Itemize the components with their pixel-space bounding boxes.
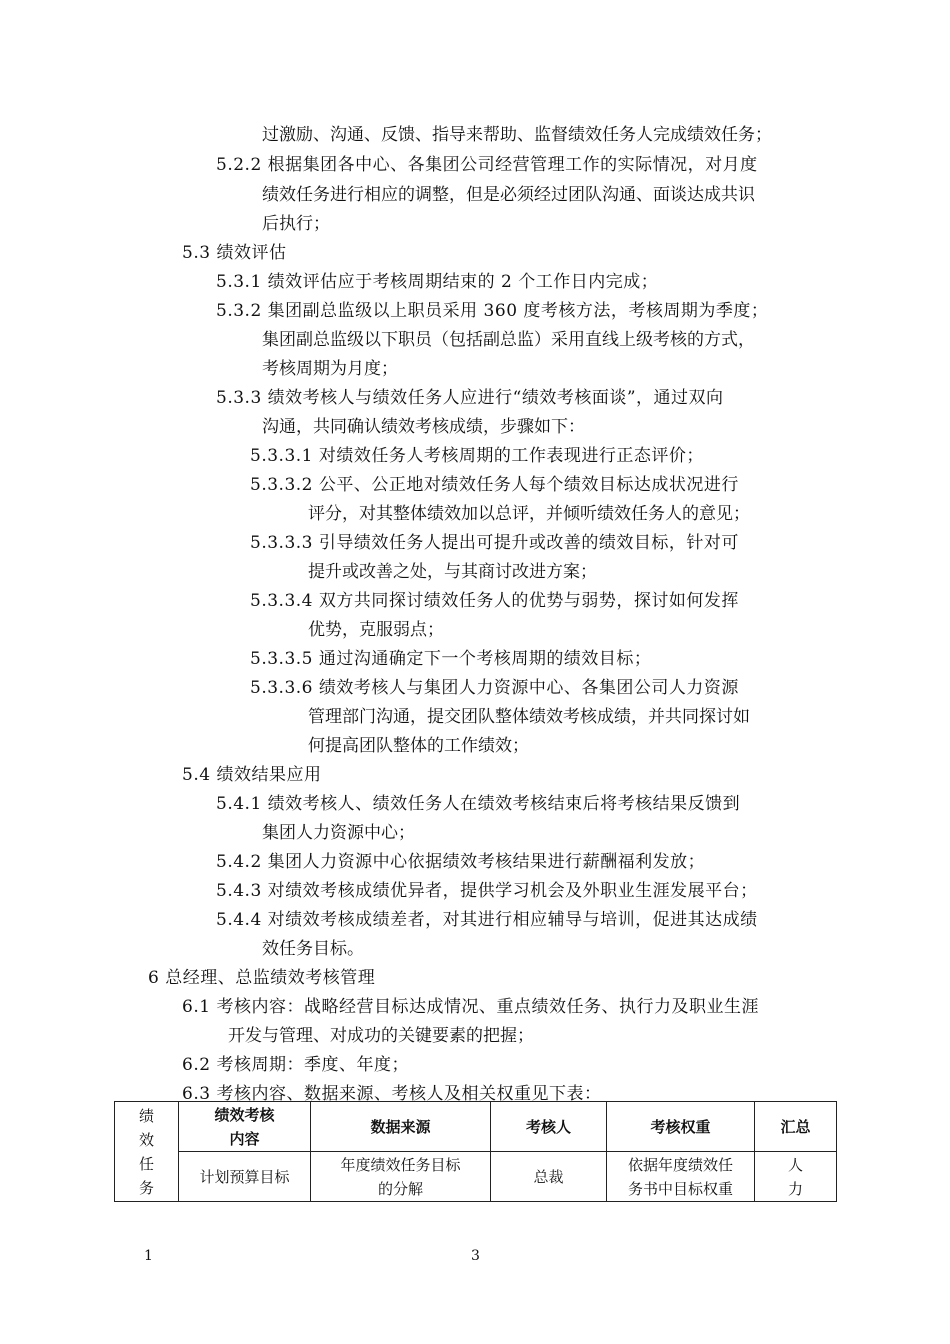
text-line: 效任务目标。	[262, 939, 364, 959]
text-line: 5.3.3.1 对绩效任务人考核周期的工作表现进行正态评价；	[250, 446, 704, 466]
cell-content: 计划预算目标	[179, 1152, 311, 1202]
cell-weight-line: 务书中目标权重	[627, 1179, 733, 1198]
text-line: 5.2.2 根据集团各中心、各集团公司经营管理工作的实际情况，对月度	[216, 155, 758, 175]
text-line: 5.3.2 集团副总监级以上职员采用 360 度考核方法，考核周期为季度；	[216, 301, 769, 321]
text-line: 5.3.3.3 引导绩效任务人提出可提升或改善的绩效目标，针对可	[250, 533, 739, 553]
text-line: 5.3.1 绩效评估应于考核周期结束的 2 个工作日内完成；	[216, 272, 659, 292]
text-line: 6.2 考核周期：季度、年度；	[182, 1055, 409, 1075]
table-row	[115, 1152, 837, 1202]
text-line: 5.3.3.5 通过沟通确定下一个考核周期的绩效目标；	[250, 649, 652, 669]
side-label-char: 务	[138, 1178, 154, 1197]
text-line: 考核周期为月度；	[262, 359, 398, 379]
side-label-cell	[115, 1102, 179, 1202]
side-label-char: 效	[138, 1130, 154, 1149]
side-label-char: 任	[138, 1154, 154, 1173]
cell-source-line: 的分解	[377, 1179, 423, 1198]
cell-weight	[607, 1152, 755, 1202]
text-line: 5.3.3.4 双方共同探讨绩效任务人的优势与弱势，探讨如何发挥	[250, 591, 739, 611]
table-header-row	[115, 1102, 837, 1152]
text-line: 集团副总监级以下职员（包括副总监）采用直线上级考核的方式，	[262, 330, 755, 350]
assessment-table	[114, 1101, 837, 1202]
text-line: 绩效任务进行相应的调整，但是必须经过团队沟通、面谈达成共识	[262, 185, 755, 205]
header-weight: 考核权重	[607, 1102, 755, 1152]
text-line: 沟通，共同确认绩效考核成绩，步骤如下：	[262, 417, 585, 437]
section-heading: 6 总经理、总监绩效考核管理	[148, 968, 376, 988]
text-line: 5.3.3 绩效考核人与绩效任务人应进行“绩效考核面谈”，通过双向	[216, 388, 724, 408]
text-line: 优势，克服弱点；	[308, 620, 444, 640]
text-line: 后执行；	[262, 214, 330, 234]
side-label-char: 绩	[138, 1106, 154, 1125]
cell-source-line: 年度绩效任务目标	[340, 1155, 461, 1174]
text-line: 集团人力资源中心；	[262, 823, 415, 843]
text-line: 5.3.3.6 绩效考核人与集团人力资源中心、各集团公司人力资源	[250, 678, 739, 698]
header-content-line: 内容	[229, 1129, 260, 1148]
text-line: 过激励、沟通、反馈、指导来帮助、监督绩效任务人完成绩效任务；	[262, 125, 772, 145]
page-number: 3	[471, 1248, 480, 1264]
cell-summary	[755, 1152, 837, 1202]
footer-left-number: 1	[144, 1248, 153, 1264]
cell-summary-line: 人	[787, 1155, 803, 1174]
text-line: 何提高团队整体的工作绩效；	[308, 736, 529, 756]
section-heading: 5.4 绩效结果应用	[182, 765, 322, 785]
header-assessor: 考核人	[491, 1102, 607, 1152]
cell-source	[311, 1152, 491, 1202]
text-line: 提升或改善之处，与其商讨改进方案；	[308, 562, 597, 582]
text-line: 5.4.1 绩效考核人、绩效任务人在绩效考核结束后将考核结果反馈到	[216, 794, 741, 814]
text-line: 开发与管理、对成功的关键要素的把握；	[228, 1026, 534, 1046]
cell-weight-line: 依据年度绩效任	[627, 1155, 733, 1174]
text-line: 5.4.3 对绩效考核成绩优异者，提供学习机会及外职业生涯发展平台；	[216, 881, 758, 901]
cell-summary-line: 力	[787, 1179, 803, 1198]
text-line: 5.4.2 集团人力资源中心依据绩效考核结果进行薪酬福利发放；	[216, 852, 706, 872]
header-content-line: 绩效考核	[214, 1105, 275, 1124]
text-line: 管理部门沟通，提交团队整体绩效考核成绩，并共同探讨如	[308, 707, 750, 727]
header-summary: 汇总	[755, 1102, 837, 1152]
text-line: 评分，对其整体绩效加以总评，并倾听绩效任务人的意见；	[308, 504, 750, 524]
text-line: 6.3 考核内容、数据来源、考核人及相关权重见下表：	[182, 1084, 602, 1104]
header-content	[179, 1102, 311, 1152]
text-line: 5.3.3.2 公平、公正地对绩效任务人每个绩效目标达成状况进行	[250, 475, 739, 495]
header-source: 数据来源	[311, 1102, 491, 1152]
cell-assessor: 总裁	[491, 1152, 607, 1202]
section-heading: 5.3 绩效评估	[182, 243, 287, 263]
text-line: 5.4.4 对绩效考核成绩差者，对其进行相应辅导与培训，促进其达成绩	[216, 910, 758, 930]
text-line: 6.1 考核内容：战略经营目标达成情况、重点绩效任务、执行力及职业生涯	[182, 997, 759, 1017]
